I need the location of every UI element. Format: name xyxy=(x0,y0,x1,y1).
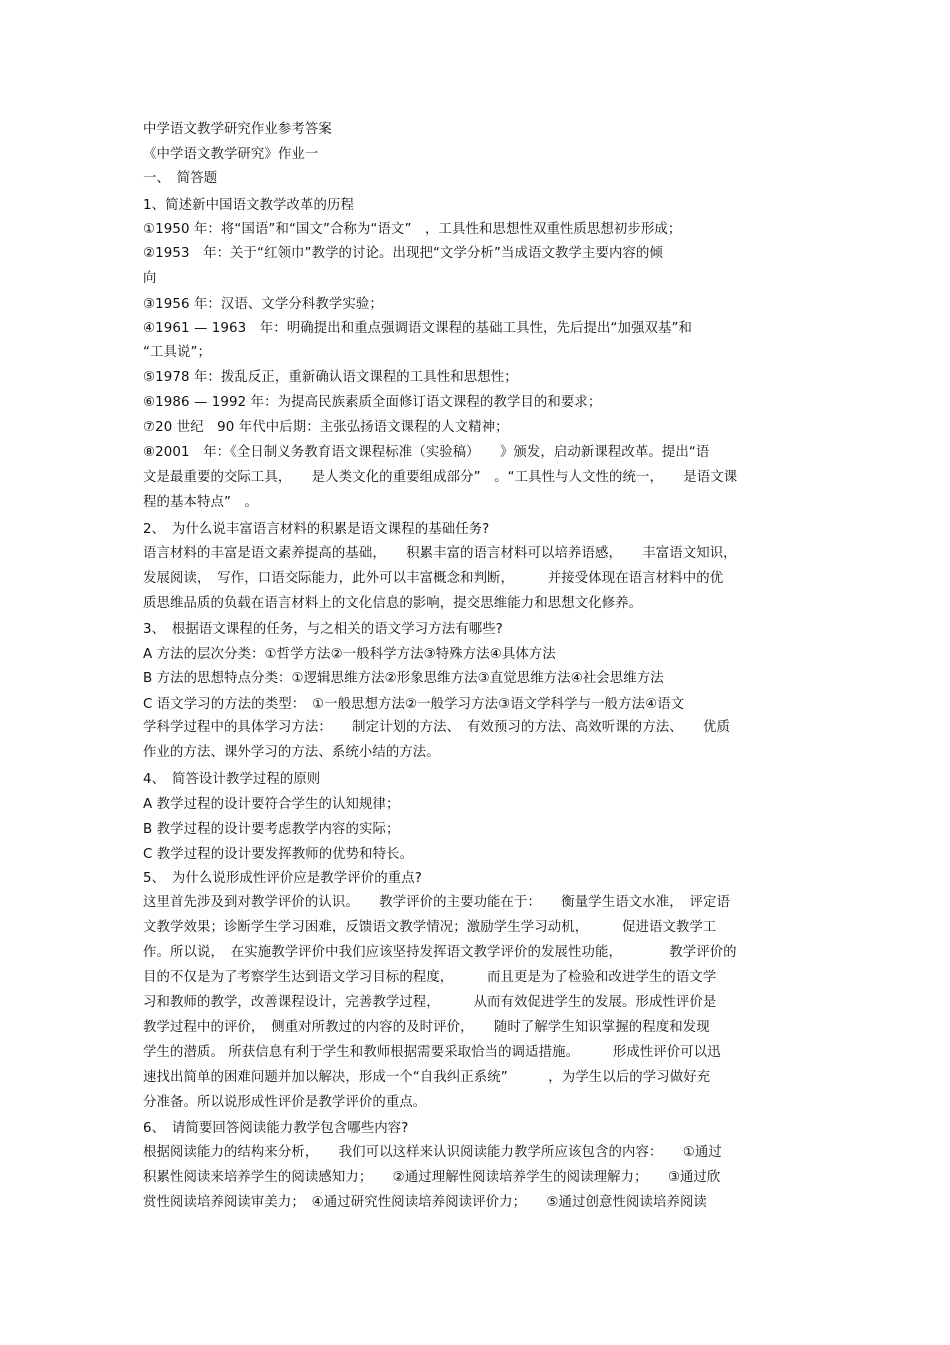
text-line: 发展阅读， 写作，口语交际能力，此外可以丰富概念和判断， 并接受体现在语言材料中的优 xyxy=(143,571,724,586)
question-heading: 3、 根据语文课程的任务，与之相关的语文学习方法有哪些? xyxy=(143,622,503,637)
text-line: 积累性阅读来培养学生的阅读感知力； ②通过理解性阅读培养学生的阅读理解力； ③通过欣 xyxy=(143,1170,721,1185)
text-line: 分准备。所以说形成性评价是教学评价的重点。 xyxy=(143,1095,427,1110)
text-line: C 教学过程的设计要发挥教师的优势和特长。 xyxy=(143,847,414,862)
text-line: B 方法的思想特点分类：①逻辑思维方法②形象思维方法③直觉思维方法④社会思维方法 xyxy=(143,671,664,686)
question-heading: 6、 请简要回答阅读能力教学包含哪些内容? xyxy=(143,1121,409,1136)
text-line: 语言材料的丰富是语文素养提高的基础， 积累丰富的语言材料可以培养语感， 丰富语文知识， xyxy=(143,546,737,561)
text-line: 教学过程中的评价， 侧重对所教过的内容的及时评价， 随时了解学生知识掌握的程度和发现 xyxy=(143,1020,710,1035)
text-line: 程的基本特点” 。 xyxy=(143,495,258,510)
text-line: B 教学过程的设计要考虑教学内容的实际； xyxy=(143,822,400,837)
text-line: 向 xyxy=(143,271,157,286)
question-heading: 5、 为什么说形成性评价应是教学评价的重点? xyxy=(143,871,422,886)
text-line: 学生的潜质。 所获信息有利于学生和教师根据需要采取恰当的调适措施。 形成性评价可以迅 xyxy=(143,1045,721,1060)
text-line: “工具说”； xyxy=(143,345,212,360)
text-line: 作。所以说， 在实施教学评价中我们应该坚持发挥语文教学评价的发展性功能， 教学评价的 xyxy=(143,945,737,960)
text-line: 赏性阅读培养阅读审美力； ④通过研究性阅读培养阅读评价力； ⑤通过创意性阅读培养阅读 xyxy=(143,1195,707,1210)
text-line: 作业的方法、课外学习的方法、系统小结的方法。 xyxy=(143,745,440,760)
text-line: ③1956 年：汉语、文学分科教学实验； xyxy=(143,297,383,312)
text-line: 1、简述新中国语文教学改革的历程 xyxy=(143,198,354,213)
text-line: 文是最重要的交际工具， 是人类文化的重要组成部分” 。“工具性与人文性的统一， 是语文课 xyxy=(143,470,738,485)
text-line: A 教学过程的设计要符合学生的认知规律； xyxy=(143,797,400,812)
text-line: ⑧2001 年：《全日制义务教育语文课程标准（实验稿） 》颁发，启动新课程改革。提出“语 xyxy=(143,445,710,460)
text-line: 这里首先涉及到对教学评价的认识。 教学评价的主要功能在于： 衡量学生语文水准， 评定语 xyxy=(143,895,730,910)
question-heading: 4、 简答设计教学过程的原则 xyxy=(143,772,321,787)
question-heading: 2、 为什么说丰富语言材料的积累是语文课程的基础任务? xyxy=(143,522,490,537)
text-line: ⑥1986 — 1992 年：为提高民族素质全面修订语文课程的教学目的和要求； xyxy=(143,395,602,410)
section-heading: 一、 简答题 xyxy=(143,171,218,186)
text-line: ②1953 年：关于“红领巾”教学的讨论。出现把“文学分析”当成语文教学主要内容的倾 xyxy=(143,246,663,261)
text-line: C 语文学习的方法的类型： ①一般思想方法②一般学习方法③语文学科学与一般方法④语文 xyxy=(143,697,685,712)
text-line: ①1950 年：将“国语”和“国文”合称为“语文” ，工具性和思想性双重性质思想初步形成； xyxy=(143,222,682,237)
text-line: 文教学效果；诊断学生学习困难，反馈语文教学情况；激励学生学习动机， 促进语文教学工 xyxy=(143,920,717,935)
document-title: 中学语文教学研究作业参考答案 xyxy=(143,122,332,137)
text-line: 学科学过程中的具体学习方法： 制定计划的方法、 有效预习的方法、高效听课的方法、 优质 xyxy=(143,720,730,735)
document-subtitle: 《中学语文教学研究》作业一 xyxy=(143,147,319,162)
text-line: 习和教师的教学，改善课程设计，完善教学过程， 从而有效促进学生的发展。形成性评价是 xyxy=(143,995,717,1010)
text-line: ⑤1978 年：拨乱反正，重新确认语文课程的工具性和思想性； xyxy=(143,370,518,385)
text-line: ④1961 — 1963 年：明确提出和重点强调语文课程的基础工具性，先后提出“加强双基”和 xyxy=(143,321,693,336)
text-line: 根据阅读能力的结构来分析， 我们可以这样来认识阅读能力教学所应该包含的内容： ①通过 xyxy=(143,1145,722,1160)
text-line: 速找出简单的困难问题并加以解决，形成一个“自我纠正系统” ，为学生以后的学习做好充 xyxy=(143,1070,711,1085)
text-line: ⑦20 世纪 90 年代中后期：主张弘扬语文课程的人文精神； xyxy=(143,420,509,435)
text-line: 目的不仅是为了考察学生达到语文学习目标的程度， 而且更是为了检验和改进学生的语文学 xyxy=(143,970,717,985)
text-line: A 方法的层次分类：①哲学方法②一般科学方法③特殊方法④具体方法 xyxy=(143,647,556,662)
text-line: 质思维品质的负载在语言材料上的文化信息的影响，提交思维能力和思想文化修养。 xyxy=(143,596,643,611)
